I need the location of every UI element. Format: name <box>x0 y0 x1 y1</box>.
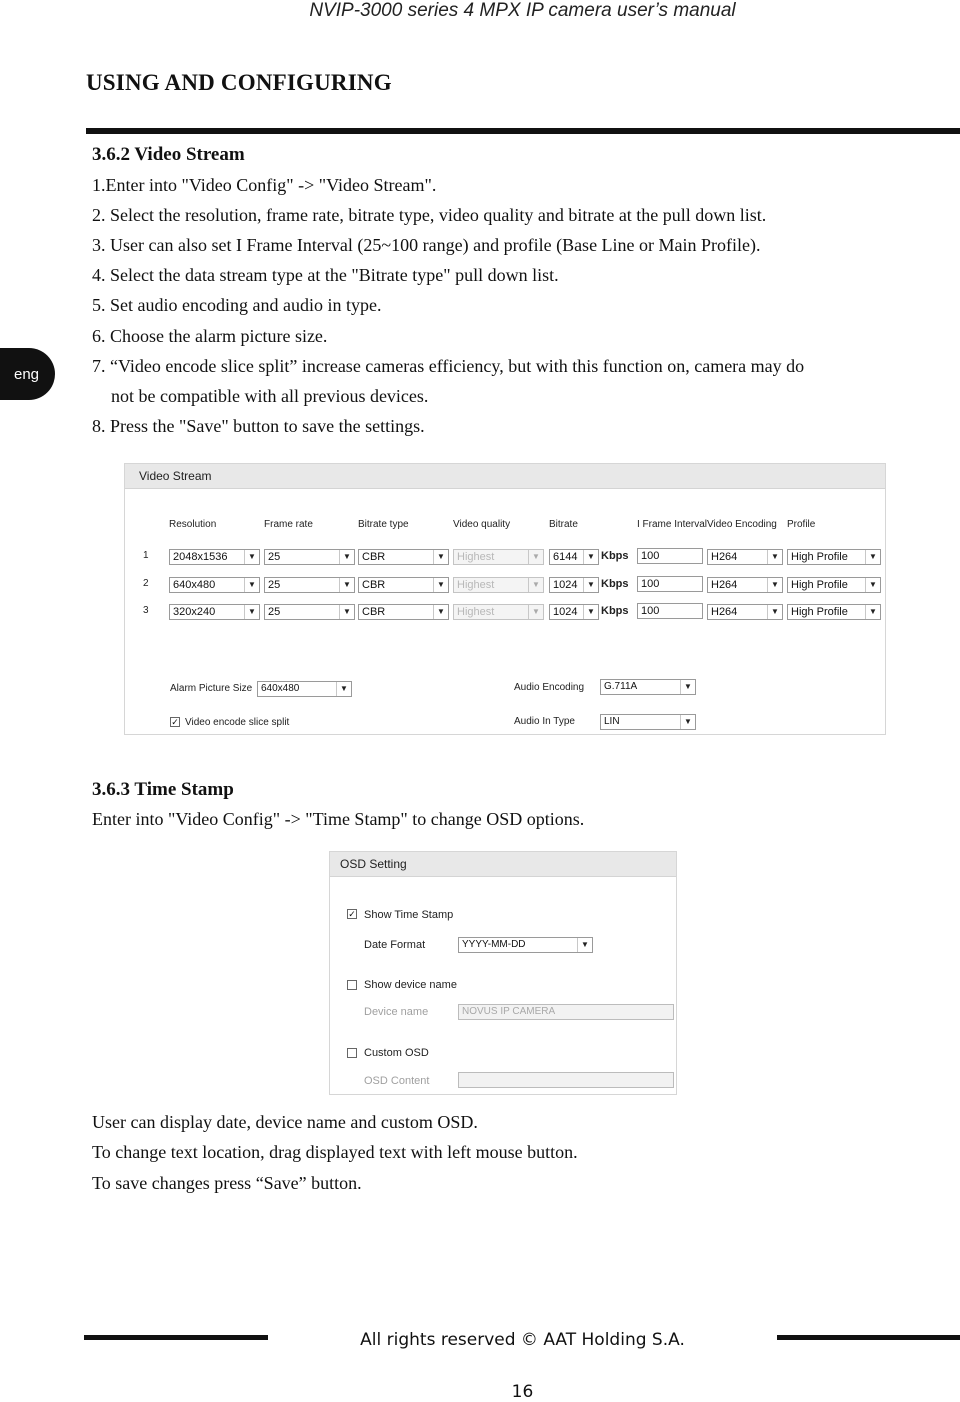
video-encoding-select[interactable] <box>707 549 783 565</box>
select-value: 2048x1536 <box>173 551 228 563</box>
select-value: CBR <box>362 606 386 618</box>
column-header-video-quality: Video quality <box>453 519 511 530</box>
frame-rate-select[interactable] <box>264 577 355 593</box>
step-text: 3. User can also set I Frame Interval (25~100 range) and profile (Base Line or Main Profile). <box>92 235 761 255</box>
audio-encoding-label: Audio Encoding <box>514 682 585 693</box>
slice-split-label: Video encode slice split <box>185 717 290 728</box>
step-text: 8. Press the "Save" button to save the settings. <box>92 416 425 436</box>
chevron-down-icon: ▼ <box>583 578 598 592</box>
audio-in-type-label: Audio In Type <box>514 716 575 727</box>
row-number: 2 <box>143 578 149 589</box>
audio-in-type-select[interactable] <box>600 714 696 730</box>
bitrate-unit: Kbps <box>601 578 629 590</box>
show-time-stamp-checkbox[interactable]: ✓ <box>348 909 356 919</box>
select-value: H264 <box>711 579 738 591</box>
iframe-interval-input[interactable]: 100 <box>637 576 703 592</box>
iframe-interval-input[interactable]: 100 <box>637 548 703 564</box>
select-value: CBR <box>362 551 386 563</box>
row-number: 3 <box>143 605 149 616</box>
body-text: To save changes press “Save” button. <box>92 1173 362 1193</box>
language-tab: eng <box>0 348 55 400</box>
frame-rate-select[interactable] <box>264 604 355 620</box>
chevron-down-icon: ▼ <box>583 605 598 619</box>
chevron-down-icon: ▼ <box>433 550 448 564</box>
select-value: High Profile <box>791 551 848 563</box>
step-text: 2. Select the resolution, frame rate, bitrate type, video quality and bitrate at the pull down list. <box>92 205 767 225</box>
show-time-stamp-label: Show Time Stamp <box>364 909 454 921</box>
select-value: 1024 <box>553 579 578 591</box>
bitrate-unit: Kbps <box>601 550 629 562</box>
bitrate-unit: Kbps <box>601 605 629 617</box>
panel-title: Video Stream <box>125 464 885 489</box>
resolution-select[interactable] <box>169 604 260 620</box>
chevron-down-icon: ▼ <box>528 605 543 619</box>
chevron-down-icon: ▼ <box>433 578 448 592</box>
select-value: High Profile <box>791 579 848 591</box>
video-stream-heading: 3.6.2 Video Stream <box>92 144 245 165</box>
step-text: 4. Select the data stream type at the "Bitrate type" pull down list. <box>92 265 559 285</box>
select-value: YYYY-MM-DD <box>462 939 526 950</box>
profile-select[interactable] <box>787 604 881 620</box>
step-text: 5. Set audio encoding and audio in type. <box>92 295 382 315</box>
chevron-down-icon: ▼ <box>339 605 354 619</box>
step-text: not be compatible with all previous devices. <box>111 386 429 406</box>
chevron-down-icon: ▼ <box>244 605 259 619</box>
alarm-picture-size-label: Alarm Picture Size <box>170 683 253 694</box>
show-device-name-checkbox[interactable] <box>347 980 357 990</box>
video-encoding-select[interactable] <box>707 577 783 593</box>
select-value: High Profile <box>791 606 848 618</box>
select-value: H264 <box>711 606 738 618</box>
section-title: USING AND CONFIGURING <box>86 70 392 95</box>
custom-osd-label: Custom OSD <box>364 1047 429 1059</box>
time-stamp-heading: 3.6.3 Time Stamp <box>92 779 234 800</box>
column-header-bitrate-type: Bitrate type <box>358 519 409 530</box>
video-encoding-select[interactable] <box>707 604 783 620</box>
date-format-label: Date Format <box>364 939 426 951</box>
chevron-down-icon: ▼ <box>433 605 448 619</box>
select-value: H264 <box>711 551 738 563</box>
resolution-select[interactable] <box>169 549 260 565</box>
time-stamp-text: Enter into "Video Config" -> "Time Stamp" to change OSD options. <box>92 809 585 829</box>
column-header-resolution: Resolution <box>169 519 217 530</box>
osd-content-input <box>458 1072 674 1088</box>
select-value: Highest <box>457 579 495 591</box>
step-text: 6. Choose the alarm picture size. <box>92 326 328 346</box>
bitrate-type-select[interactable] <box>358 549 449 565</box>
date-format-select[interactable] <box>458 937 593 953</box>
column-header-profile: Profile <box>787 519 816 530</box>
chevron-down-icon: ▼ <box>767 578 782 592</box>
column-header-bitrate: Bitrate <box>549 519 578 530</box>
profile-select[interactable] <box>787 577 881 593</box>
select-value: G.711A <box>604 681 638 692</box>
column-header-iframe-interval: I Frame Interval <box>637 519 708 530</box>
alarm-picture-size-select[interactable] <box>257 681 352 697</box>
slice-split-checkbox[interactable]: ✓ <box>171 717 179 727</box>
frame-rate-select[interactable] <box>264 549 355 565</box>
chevron-down-icon: ▼ <box>767 550 782 564</box>
select-value: 25 <box>268 606 281 618</box>
audio-encoding-select[interactable] <box>600 679 696 695</box>
bitrate-select[interactable] <box>549 577 599 593</box>
select-value: CBR <box>362 579 386 591</box>
document-header: NVIP-3000 series 4 MPX IP camera user’s manual <box>309 0 736 21</box>
chevron-down-icon: ▼ <box>528 578 543 592</box>
chevron-down-icon: ▼ <box>767 605 782 619</box>
chevron-down-icon: ▼ <box>336 682 351 696</box>
select-value: 25 <box>268 551 281 563</box>
video-quality-select <box>453 604 544 620</box>
bitrate-type-select[interactable] <box>358 577 449 593</box>
select-value: 640x480 <box>173 579 216 591</box>
chevron-down-icon: ▼ <box>577 938 592 952</box>
select-value: 25 <box>268 579 281 591</box>
select-value: Highest <box>457 551 495 563</box>
chevron-down-icon: ▼ <box>680 715 695 729</box>
select-value: 640x480 <box>261 683 300 694</box>
video-quality-select <box>453 549 544 565</box>
panel-title: OSD Setting <box>330 852 676 877</box>
video-quality-select <box>453 577 544 593</box>
custom-osd-checkbox[interactable] <box>347 1048 357 1058</box>
chevron-down-icon: ▼ <box>680 680 695 694</box>
device-name-label: Device name <box>364 1006 429 1018</box>
video-stream-panel <box>124 463 886 735</box>
show-device-name-label: Show device name <box>364 979 457 991</box>
chevron-down-icon: ▼ <box>865 605 880 619</box>
body-text: User can display date, device name and custom OSD. <box>92 1112 478 1132</box>
bitrate-select[interactable] <box>549 549 599 565</box>
select-value: LIN <box>604 716 620 727</box>
column-header-frame-rate: Frame rate <box>264 519 313 530</box>
chevron-down-icon: ▼ <box>865 578 880 592</box>
resolution-select[interactable] <box>169 577 260 593</box>
chevron-down-icon: ▼ <box>339 578 354 592</box>
step-text: 1.Enter into "Video Config" -> "Video Stream". <box>92 175 437 195</box>
body-text: To change text location, drag displayed text with left mouse button. <box>92 1142 578 1162</box>
step-text: 7. “Video encode slice split” increase cameras efficiency, but with this function on, camera may do <box>92 356 805 376</box>
column-header-video-encoding: Video Encoding <box>707 519 777 530</box>
chevron-down-icon: ▼ <box>244 550 259 564</box>
osd-content-label: OSD Content <box>364 1075 430 1087</box>
section-divider <box>86 128 960 134</box>
bitrate-select[interactable] <box>549 604 599 620</box>
footer-copyright: All rights reserved © AAT Holding S.A. <box>360 1330 685 1350</box>
row-number: 1 <box>143 550 149 561</box>
chevron-down-icon: ▼ <box>244 578 259 592</box>
page-number: 16 <box>511 1382 534 1402</box>
iframe-interval-input[interactable]: 100 <box>637 603 703 619</box>
bitrate-type-select[interactable] <box>358 604 449 620</box>
select-value: 1024 <box>553 606 578 618</box>
profile-select[interactable] <box>787 549 881 565</box>
select-value: Highest <box>457 606 495 618</box>
chevron-down-icon: ▼ <box>865 550 880 564</box>
chevron-down-icon: ▼ <box>528 550 543 564</box>
osd-setting-panel <box>329 851 677 1095</box>
device-name-input: NOVUS IP CAMERA <box>458 1004 674 1020</box>
select-value: 320x240 <box>173 606 216 618</box>
chevron-down-icon: ▼ <box>339 550 354 564</box>
select-value: 6144 <box>553 551 578 563</box>
chevron-down-icon: ▼ <box>583 550 598 564</box>
